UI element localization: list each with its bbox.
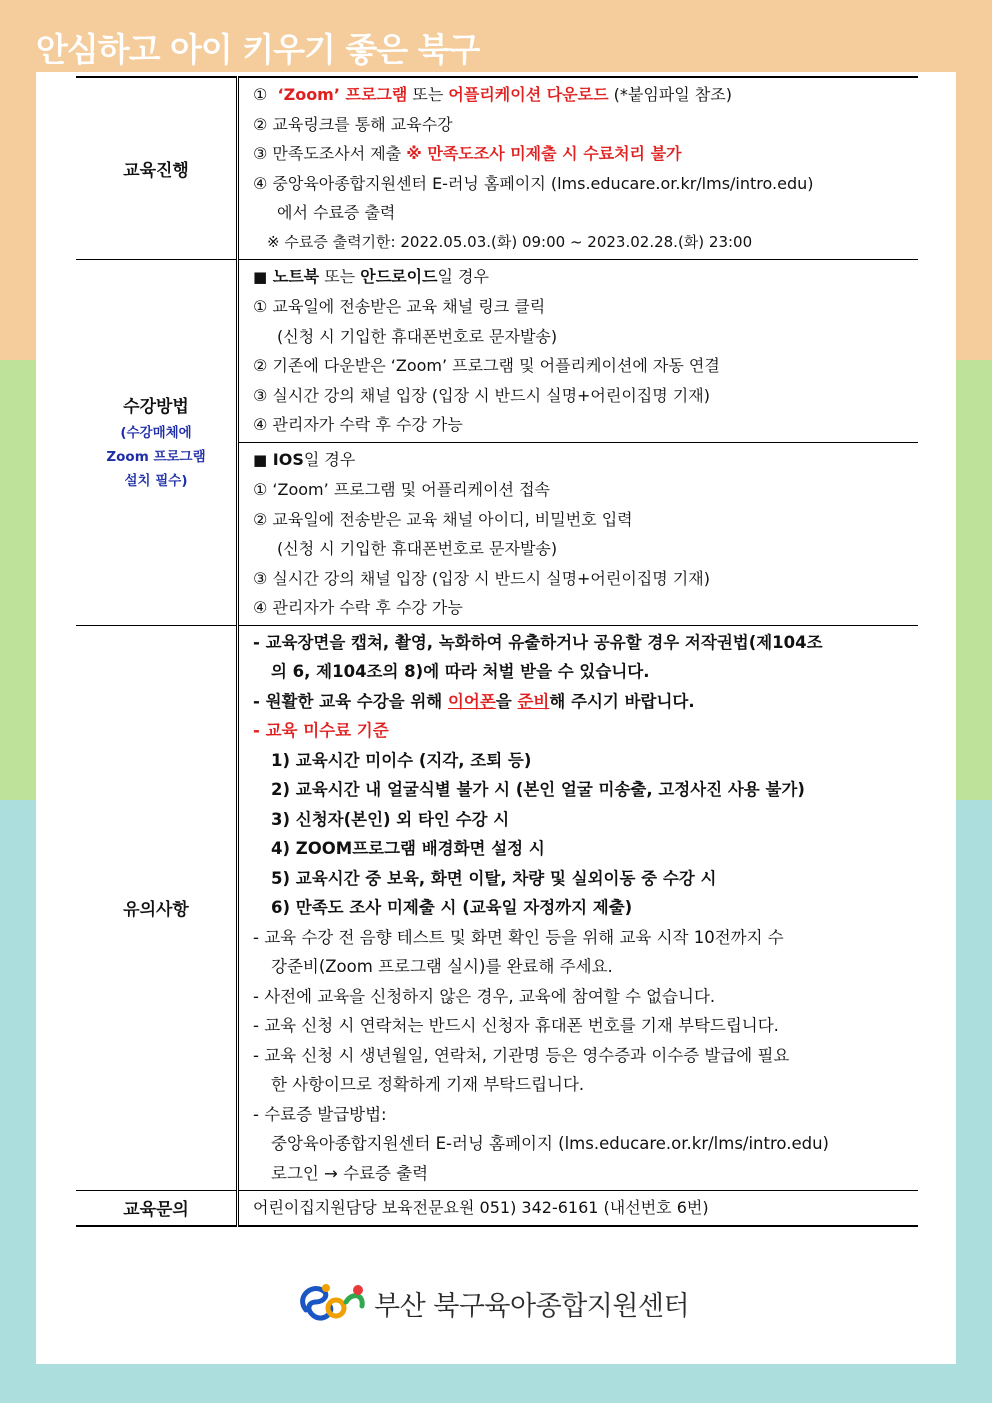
cautions-label-cell — [76, 625, 238, 1191]
certificate-deadline-note: ※ 수료증 출력기한: 2022.05.03.(화) 09:00 ~ 2023.02.28.(화) 23:00 — [267, 232, 753, 251]
caution-copyright-cont: 의 6, 제104조의 8)에 따라 처벌 받을 수 있습니다. — [271, 662, 650, 681]
inquiry-label: 교육문의 — [123, 1200, 189, 1221]
caution-certificate-steps: 로그인 → 수료증 출력 — [271, 1163, 429, 1183]
android-heading — [253, 262, 908, 293]
progress-label: 교육진행 — [123, 160, 189, 181]
progress-step-1 — [253, 80, 908, 110]
survey-text: ③ 만족도조사서 제출 — [253, 144, 407, 163]
ios-step-1: ① ‘Zoom’ 프로그램 및 어플리케이션 접속 — [253, 480, 550, 499]
progress-step-3 — [253, 139, 908, 169]
incomplete-criterion: 5) 교육시간 중 보육, 화면 이탈, 차량 및 실외이동 중 수강 시 — [271, 868, 717, 888]
caution-sound-test-cont: 강준비(Zoom 프로그램 실시)를 완료해 주세요. — [271, 957, 613, 976]
progress-step-4: ④ 중앙육아종합지원센터 E-러닝 홈페이지 (lms.educare.or.kr/lms/intro.edu) — [253, 173, 814, 193]
progress-row — [76, 77, 918, 259]
android-step-2: ② 기존에 다운받은 ‘Zoom’ 프로그램 및 어플리케이션에 자동 연결 — [253, 356, 720, 375]
survey-warning: ※ 만족도조사 미제출 시 수료처리 불가 — [406, 144, 682, 163]
method-android-content — [238, 259, 919, 442]
earphone-text-3: 해 주시기 바랍니다. — [549, 691, 695, 711]
caution-certificate-site: 중앙육아종합지원센터 E-러닝 홈페이지 (lms.educare.or.kr/lms/intro.edu) — [271, 1134, 829, 1153]
square-bullet-icon: ■ — [253, 267, 268, 286]
android-step-3: ③ 실시간 강의 채널 입장 (입장 시 반드시 실명+어린이집명 기재) — [253, 385, 710, 405]
incomplete-criterion: 1) 교육시간 미이수 (지각, 조퇴 등) — [271, 750, 532, 770]
earphone-text-2: 을 — [495, 691, 518, 711]
android-heading-case: 일 경우 — [437, 266, 489, 286]
step-number: ① — [253, 85, 268, 104]
method-sub-line-1: (수강매체에 — [120, 424, 192, 441]
prepare-word: 준비 — [517, 691, 550, 711]
inquiry-label-cell — [76, 1191, 238, 1226]
inquiry-row — [76, 1191, 918, 1226]
caution-earphone — [253, 687, 908, 717]
inquiry-content — [238, 1191, 919, 1226]
android-heading-or: 또는 — [319, 266, 361, 286]
inquiry-contact: 어린이집지원담당 보육전문요원 051) 342-6161 (내선번호 6번) — [253, 1198, 709, 1217]
incomplete-criterion: 2) 교육시간 내 얼굴식별 불가 시 (본인 얼굴 미송출, 고정사진 사용 불가) — [271, 780, 805, 799]
android-step-1: ① 교육일에 전송받은 교육 채널 링크 클릭 — [253, 297, 546, 316]
incomplete-criterion: 6) 만족도 조사 미제출 시 (교육일 자정까지 제출) — [271, 898, 633, 917]
progress-step-2: ② 교육링크를 통해 교육수강 — [253, 114, 453, 134]
method-sub-line-2: Zoom 프로그램 — [106, 448, 206, 465]
incomplete-criterion: 3) 신청자(본인) 외 타인 수강 시 — [271, 809, 510, 829]
method-ios-content — [238, 442, 919, 625]
caution-info-entry-cont: 한 사항이므로 정확하게 기재 부탁드립니다. — [271, 1075, 585, 1094]
method-row-android — [76, 259, 918, 442]
caution-info-entry: - 교육 신청 시 생년월일, 연락처, 기관명 등은 영수증과 이수증 발급에 필요 — [253, 1045, 790, 1065]
cautions-row — [76, 625, 918, 1191]
android-step-1-note: (신청 시 기입한 휴대폰번호로 문자발송) — [277, 326, 558, 346]
ios-step-2: ② 교육일에 전송받은 교육 채널 아이디, 비밀번호 입력 — [253, 509, 633, 529]
center-logo-icon — [296, 1280, 370, 1326]
caution-preregistration: - 사전에 교육을 신청하지 않은 경우, 교육에 참여할 수 없습니다. — [253, 986, 716, 1006]
ios-step-3: ③ 실시간 강의 채널 입장 (입장 시 반드시 실명+어린이집명 기재) — [253, 568, 710, 588]
caution-incomplete-heading: - 교육 미수료 기준 — [253, 721, 389, 740]
header-title: 안심하고 아이 키우기 좋은 북구 — [36, 30, 480, 69]
android-heading-notebook: 노트북 — [267, 266, 320, 286]
ios-heading-case: 일 경우 — [303, 449, 356, 469]
caution-copyright: - 교육장면을 캡쳐, 촬영, 녹화하여 유출하거나 공유할 경우 저작권법(제104조 — [253, 632, 823, 652]
square-bullet-icon: ■ — [253, 450, 268, 469]
app-download-text: 어플리케이션 다운로드 — [448, 85, 609, 104]
footer-org-name: 부산 북구육아종합지원센터 — [374, 1290, 690, 1322]
ios-step-4: ④ 관리자가 수락 후 수강 가능 — [253, 598, 463, 617]
ios-heading-ios: IOS — [267, 449, 304, 469]
method-label-cell — [76, 259, 238, 625]
footer-organization — [296, 1278, 716, 1328]
ios-step-2-note: (신청 시 기입한 휴대폰번호로 문자발송) — [277, 539, 558, 558]
caution-contact: - 교육 신청 시 연락처는 반드시 신청자 휴대폰 번호를 기재 부탁드립니다. — [253, 1016, 779, 1035]
cautions-label: 유의사항 — [123, 900, 189, 921]
progress-step-4-cont: 에서 수료증 출력 — [277, 203, 396, 222]
education-info-table — [76, 76, 918, 1227]
caution-sound-test: - 교육 수강 전 음향 테스트 및 화면 확인 등을 위해 교육 시작 10전까지 수 — [253, 927, 784, 947]
android-heading-android: 안드로이드 — [360, 266, 438, 286]
android-step-4: ④ 관리자가 수락 후 수강 가능 — [253, 415, 463, 434]
caution-certificate-method: - 수료증 발급방법: — [253, 1104, 387, 1124]
zoom-program-text: ‘Zoom’ 프로그램 — [277, 85, 408, 104]
cautions-content — [238, 625, 919, 1191]
progress-content — [238, 77, 919, 259]
earphone-text-1: - 원활한 교육 수강을 위해 — [253, 691, 448, 711]
method-sub-label — [77, 421, 235, 493]
earphone-word: 이어폰 — [447, 691, 496, 711]
ios-heading — [253, 445, 908, 476]
method-label: 수강방법 — [123, 396, 189, 417]
progress-label-cell — [76, 77, 238, 259]
method-sub-line-3: 설치 필수) — [124, 472, 188, 489]
or-text: 또는 — [407, 85, 449, 104]
attachment-note: (*붙임파일 참조) — [608, 85, 732, 104]
incomplete-criterion: 4) ZOOM프로그램 배경화면 설정 시 — [271, 839, 545, 858]
